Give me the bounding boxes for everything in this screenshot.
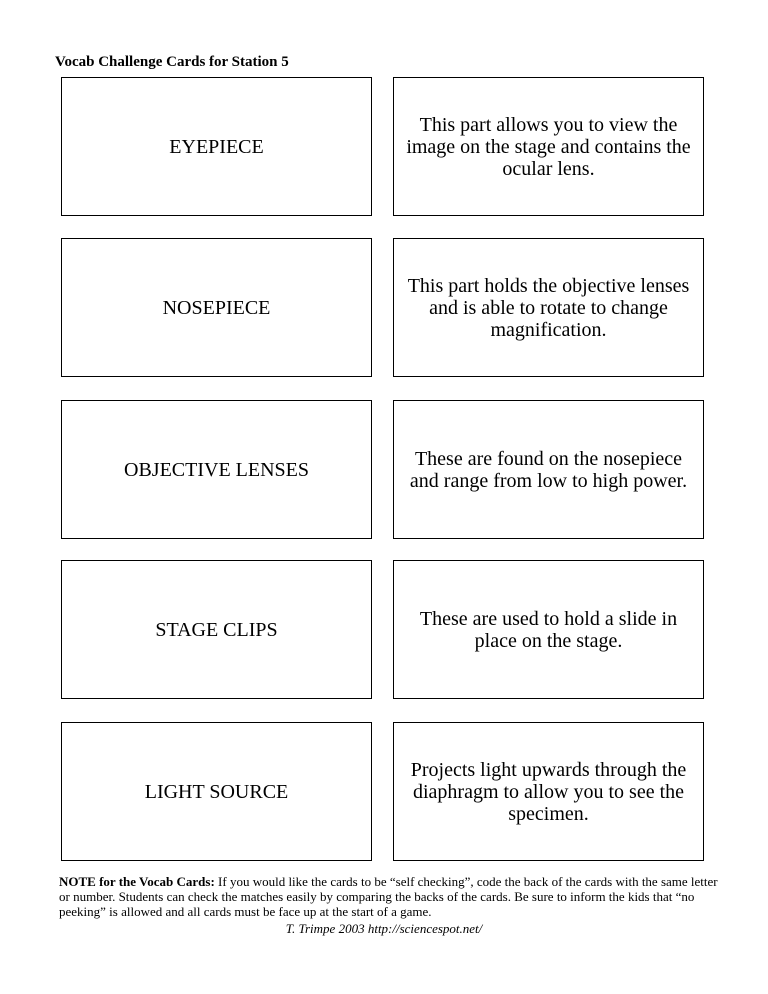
note-label: NOTE for the Vocab Cards: bbox=[59, 874, 215, 889]
term-label: LIGHT SOURCE bbox=[144, 780, 289, 803]
term-label: NOSEPIECE bbox=[162, 296, 271, 319]
term-label: EYEPIECE bbox=[169, 135, 264, 158]
definition-card-nosepiece bbox=[393, 238, 704, 377]
page-title: Vocab Challenge Cards for Station 5 bbox=[55, 54, 289, 70]
term-label: OBJECTIVE LENSES bbox=[124, 458, 309, 481]
author-credit: T. Trimpe 2003 http://sciencespot.net/ bbox=[285, 921, 483, 936]
definition-text: This part allows you to view the image on the stage and contains the ocular lens. bbox=[406, 113, 691, 180]
definition-card-objective-lenses bbox=[393, 400, 704, 539]
definition-text: These are used to hold a slide in place on the stage. bbox=[419, 607, 678, 652]
term-card-stage-clips bbox=[61, 560, 372, 699]
definition-text: These are found on the nosepiece and range from low to high power. bbox=[409, 447, 688, 492]
note-text: If you would like the cards to be “self checking”, code the back of the cards with the same letter or number. Students can check the matches easily by comparing the backs of the cards. Be sure to inform the kids that “no peeking” is allowed and all cards must be face up at the start of a game. bbox=[59, 874, 718, 919]
term-card-eyepiece bbox=[61, 77, 372, 216]
term-label: STAGE CLIPS bbox=[155, 618, 278, 641]
definition-text: Projects light upwards through the diaphragm to allow you to see the specimen. bbox=[410, 758, 687, 825]
definition-card-eyepiece bbox=[393, 77, 704, 216]
vocab-cards-note bbox=[59, 874, 719, 919]
definition-card-light-source bbox=[393, 722, 704, 861]
term-card-nosepiece bbox=[61, 238, 372, 377]
term-card-objective-lenses bbox=[61, 400, 372, 539]
term-card-light-source bbox=[61, 722, 372, 861]
definition-card-stage-clips bbox=[393, 560, 704, 699]
definition-text: This part holds the objective lenses and is able to rotate to change magnification. bbox=[407, 274, 690, 341]
